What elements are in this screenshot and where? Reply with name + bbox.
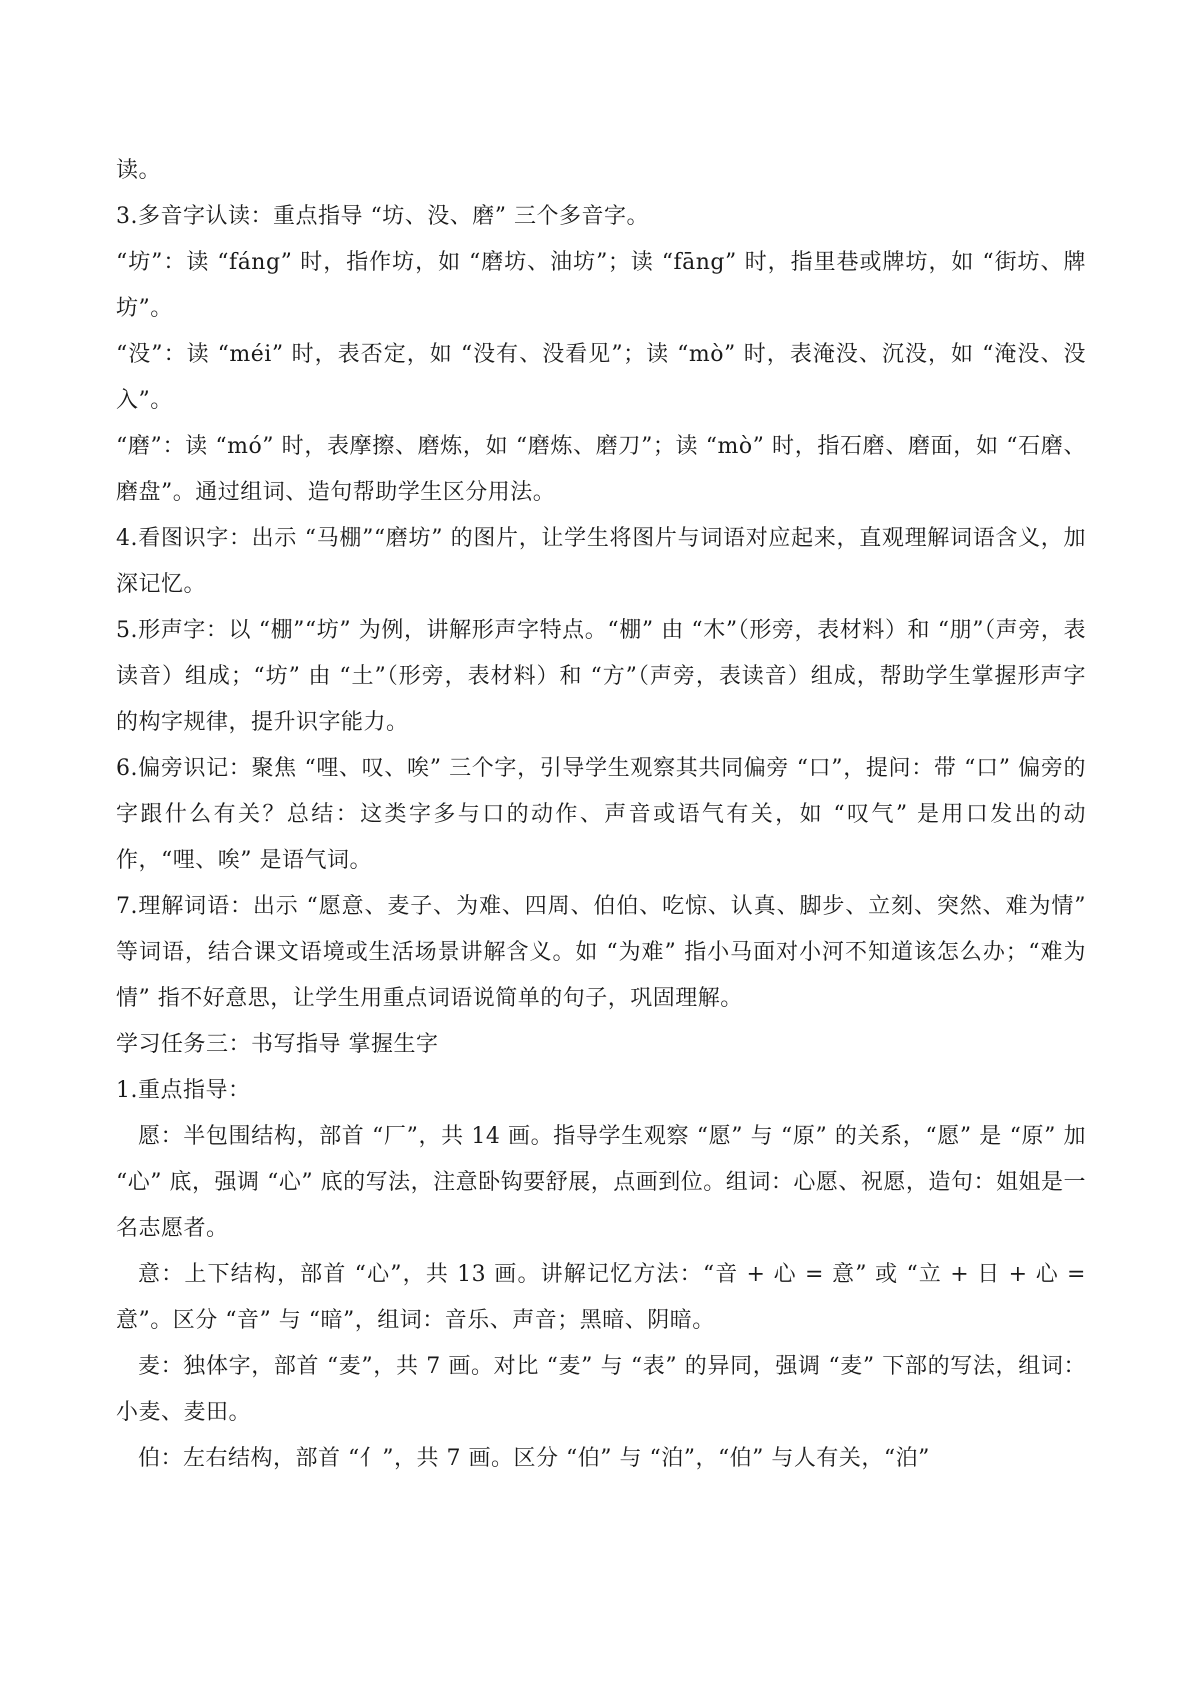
paragraph-radical-recognition: 6.偏旁识记：聚焦 “哩、叹、唉” 三个字，引导学生观察其共同偏旁 “口”，提问：带 “口” 偏旁的字跟什么有关？总结：这类字多与口的动作、声音或语气有关，如 “叹气” 是用口发出的动作，“哩、唉” 是语气词。 [116, 756, 1086, 873]
paragraph-fang: “坊”：读 “fáng” 时，指作坊，如 “磨坊、油坊”；读 “fāng” 时，指里巷或牌坊，如 “街坊、牌坊”。 [116, 250, 1086, 321]
paragraph-continuation: 读。 [116, 158, 162, 183]
section-heading-task-three: 学习任务三：书写指导 掌握生字 [116, 1032, 439, 1057]
paragraph-char-bo: 伯：左右结构，部首 “亻”，共 7 画。区分 “伯” 与 “泊”，“伯” 与人有关，“泊” [138, 1446, 930, 1471]
paragraph-picture-recognition: 4.看图识字：出示 “马棚”“磨坊” 的图片，让学生将图片与词语对应起来，直观理解词语含义，加深记忆。 [116, 526, 1086, 597]
paragraph-char-yuan: 愿：半包围结构，部首 “厂”，共 14 画。指导学生观察 “愿” 与 “原” 的关系，“愿” 是 “原” 加 “心” 底，强调 “心” 底的写法，注意卧钩要舒展，点画到位。组词：心愿、祝愿，造句：姐姐是一名志愿者。 [116, 1124, 1086, 1241]
document-body [116, 148, 1086, 1482]
paragraph-word-understanding: 7.理解词语：出示 “愿意、麦子、为难、四周、伯伯、吃惊、认真、脚步、立刻、突然、难为情” 等词语，结合课文语境或生活场景讲解含义。如 “为难” 指小马面对小河不知道该怎么办；“难为情” 指不好意思，让学生用重点词语说简单的句子，巩固理解。 [116, 894, 1086, 1011]
paragraph-mei: “没”：读 “méi” 时，表否定，如 “没有、没看见”；读 “mò” 时，表淹没、沉没，如 “淹没、没入”。 [116, 342, 1086, 413]
paragraph-mo: “磨”：读 “mó” 时，表摩擦、磨炼，如 “磨炼、磨刀”；读 “mò” 时，指石磨、磨面，如 “石磨、磨盘”。通过组词、造句帮助学生区分用法。 [116, 434, 1086, 505]
paragraph-key-guidance: 1.重点指导： [116, 1078, 251, 1103]
paragraph-char-yi: 意：上下结构，部首 “心”，共 13 画。讲解记忆方法：“音 + 心 = 意” 或 “立 + 日 + 心 = 意”。区分 “音” 与 “暗”，组词：音乐、声音；黑暗、阴暗。 [116, 1262, 1086, 1333]
paragraph-phonetic-compounds: 5.形声字：以 “棚”“坊” 为例，讲解形声字特点。“棚” 由 “木”（形旁，表材料）和 “朋”（声旁，表读音）组成；“坊” 由 “土”（形旁，表材料）和 “方”（声旁，表读音）组成，帮助学生掌握形声字的构字规律，提升识字能力。 [116, 618, 1086, 735]
paragraph-char-mai: 麦：独体字，部首 “麦”，共 7 画。对比 “麦” 与 “表” 的异同，强调 “麦” 下部的写法，组词：小麦、麦田。 [116, 1354, 1086, 1425]
paragraph-polyphone-intro: 3.多音字认读：重点指导 “坊、没、磨” 三个多音字。 [116, 204, 649, 229]
